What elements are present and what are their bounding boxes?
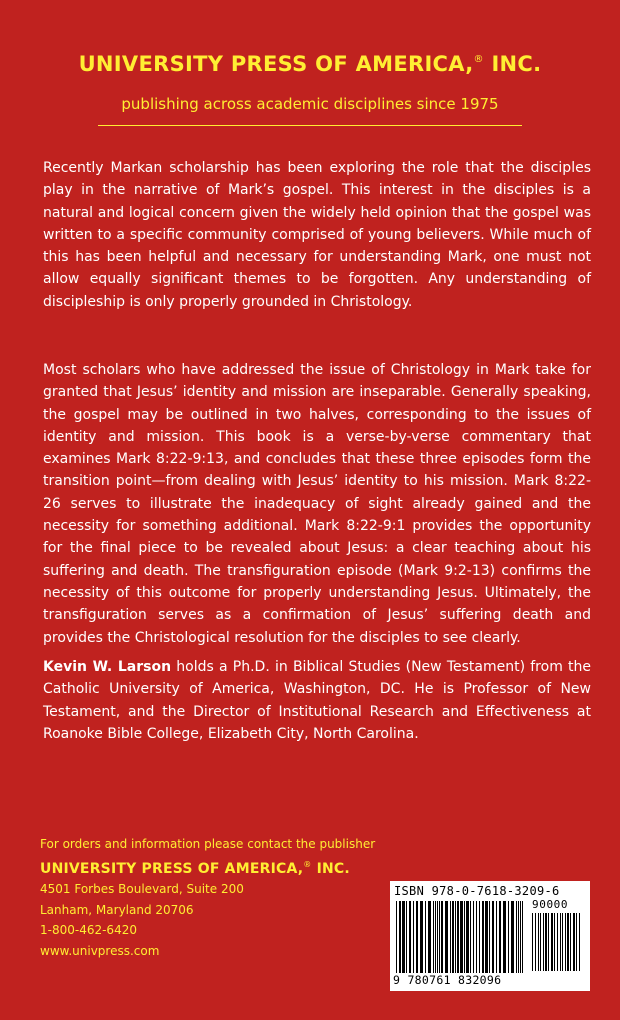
ean-barcode-bars — [396, 901, 526, 973]
header-divider — [98, 125, 522, 126]
barcode-bar — [437, 901, 438, 973]
contact-registered-mark: ® — [303, 859, 312, 869]
barcode-bar — [464, 901, 465, 973]
barcode-bar — [520, 901, 521, 973]
barcode-bar — [518, 901, 519, 973]
barcode-bar — [441, 901, 443, 973]
barcode-bar — [409, 901, 411, 973]
tagline: publishing across academic disciplines since 1975 — [121, 95, 499, 113]
barcode-bar — [485, 901, 488, 973]
barcode-bar — [492, 901, 494, 973]
barcode-bar — [425, 901, 426, 973]
barcode-bar — [428, 901, 431, 973]
barcode-bar — [476, 901, 477, 973]
price-code-text: 90000 — [532, 898, 569, 911]
contact-phone: 1-800-462-6420 — [40, 923, 137, 937]
author-bio — [43, 656, 591, 745]
author-bio-text: holds a Ph.D. in Biblical Studies (New Testament) from the Catholic University of America, Washington, DC. He is Professor of New Testament, and the Director of Institutional Research and Effectiveness at Roanoke Bible College, Elizabeth City, North Carolina. — [43, 659, 592, 742]
description-paragraph-1: Recently Markan scholarship has been exploring the role that the disciples play in the narrative of Mark’s gospel. This interest in the disciples is a natural and logical concern given the widely held opinion that the gospel was written to a specific community comprised of young believers. While much of this has been helpful and necessary for understanding Mark, one must not allow equally significant themes to be forgotten. Any understanding of discipleship is only properly grounded in Christology. — [43, 160, 591, 310]
isbn-barcode — [390, 881, 590, 991]
barcode-bar — [435, 901, 436, 973]
barcode-bar — [479, 901, 480, 973]
barcode-bar — [420, 901, 423, 973]
barcode-bar — [433, 901, 434, 973]
contact-intro: For orders and information please contact the publisher — [40, 837, 376, 851]
barcode-bar — [452, 901, 454, 973]
barcode-bar — [554, 913, 555, 971]
barcode-bar — [551, 913, 553, 971]
barcode-bar — [543, 913, 544, 971]
barcode-bar — [439, 901, 440, 973]
barcode-bar — [540, 913, 541, 971]
barcode-bar — [406, 901, 407, 973]
barcode-bar — [396, 901, 397, 973]
barcode-bar — [399, 901, 401, 973]
barcode-bar — [560, 913, 561, 971]
barcode-bar — [466, 901, 469, 973]
publisher-title — [0, 52, 620, 76]
publisher-name: UNIVERSITY PRESS OF AMERICA, — [78, 52, 474, 76]
price-code-bars — [532, 913, 582, 971]
contact-publisher-name: UNIVERSITY PRESS OF AMERICA, — [40, 860, 304, 877]
barcode-bar — [445, 901, 448, 973]
publisher-suffix: INC. — [491, 52, 542, 76]
publisher-contact — [40, 834, 375, 961]
barcode-bar — [460, 901, 463, 973]
author-name: Kevin W. Larson — [43, 659, 172, 675]
barcode-bar — [567, 913, 569, 971]
barcode-bar — [545, 913, 547, 971]
barcode-bar — [548, 913, 549, 971]
barcode-bar — [450, 901, 451, 973]
barcode-bar — [489, 901, 490, 973]
isbn-text: ISBN 978-0-7618-3209-6 — [394, 884, 560, 898]
barcode-bar — [576, 913, 577, 971]
barcode-bar — [413, 901, 414, 973]
barcode-bar — [455, 901, 456, 973]
barcode-bar — [516, 901, 517, 973]
barcode-bar — [511, 901, 514, 973]
barcode-bar — [473, 901, 474, 973]
barcode-bar — [532, 913, 533, 971]
barcode-bar — [565, 913, 566, 971]
barcode-bar — [482, 901, 484, 973]
contact-publisher — [40, 855, 375, 880]
barcode-bar — [496, 901, 497, 973]
description-paragraph-2: Most scholars who have addressed the issue of Christology in Mark take for granted that Jesus’ identity and mission are inseparable. Generally speaking, the gospel may be outlined in two halves, corresponding to the issues of identity and mission. This book is a verse-by-verse commentary that examines Mark 8:22-9:13, and concludes that these three episodes form the transition point—from dealing with Jesus’ identity to his mission. Mark 8:22-26 serves to illustrate the inadequacy of sight already gained and the necessity for something additional. Mark 8:22-9:1 provides the opportunity for the final piece to be revealed about Jesus: a clear teaching about his suffering and death. The transfiguration episode (Mark 9:2-13) confirms the necessity of this outcome for properly understanding Jesus. Ultimately, the transfiguration serves as a confirmation of Jesus’ suffering death and provides the Christological resolution for the disciples to see clearly. — [43, 362, 591, 646]
barcode-bar — [416, 901, 418, 973]
barcode-bar — [508, 901, 509, 973]
barcode-bar — [573, 913, 575, 971]
barcode-bar — [503, 901, 506, 973]
barcode-bar — [538, 913, 539, 971]
registered-mark: ® — [473, 54, 484, 65]
barcode-bar — [470, 901, 471, 973]
barcode-bar — [535, 913, 536, 971]
contact-publisher-suffix: INC. — [316, 860, 350, 877]
barcode-bar — [570, 913, 571, 971]
barcode-bar — [562, 913, 563, 971]
barcode-bar — [457, 901, 459, 973]
contact-address-line-2: Lanham, Maryland 20706 — [40, 902, 194, 917]
barcode-bar — [557, 913, 558, 971]
barcode-bar — [499, 901, 501, 973]
ean-number-text: 9 780761 832096 — [393, 973, 502, 987]
contact-address-line-1: 4501 Forbes Boulevard, Suite 200 — [40, 882, 244, 896]
barcode-bar — [579, 913, 580, 971]
contact-website: www.univpress.com — [40, 943, 160, 958]
barcode-bar — [402, 901, 405, 973]
barcode-bar — [522, 901, 523, 973]
